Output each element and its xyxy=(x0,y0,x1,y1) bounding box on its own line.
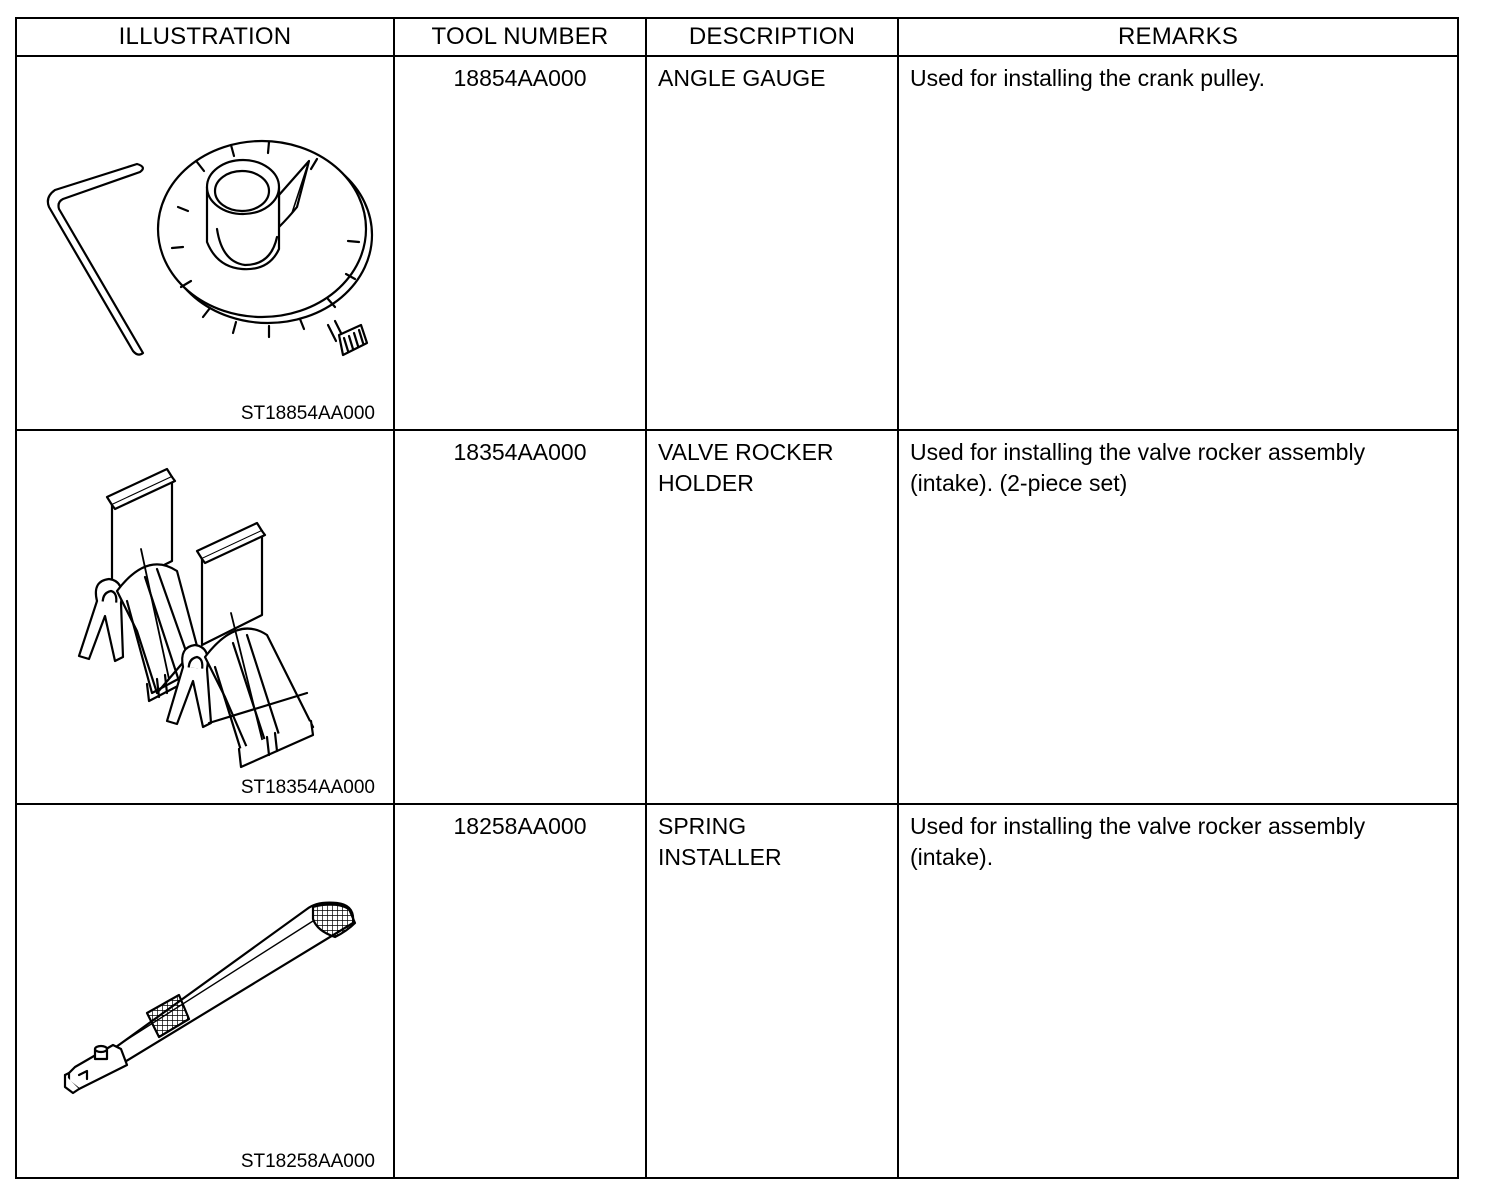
valve-rocker-holder-drawing xyxy=(17,431,395,797)
header-description: DESCRIPTION xyxy=(646,18,898,56)
angle-gauge-drawing xyxy=(17,57,395,423)
tool-number-cell: 18854AA000 xyxy=(394,56,646,430)
tool-number-cell: 18258AA000 xyxy=(394,804,646,1178)
header-row xyxy=(16,18,1458,56)
illustration-cell xyxy=(16,56,394,430)
description-cell: ANGLE GAUGE xyxy=(646,56,898,430)
spring-installer-drawing xyxy=(17,805,395,1171)
table-row xyxy=(16,56,1458,430)
remarks-cell: Used for installing the valve rocker assembly (intake). (2-piece set) xyxy=(898,430,1458,804)
header-remarks: REMARKS xyxy=(898,18,1458,56)
illustration-cell xyxy=(16,804,394,1178)
illustration-cell xyxy=(16,430,394,804)
remarks-cell: Used for installing the valve rocker assembly (intake). xyxy=(898,804,1458,1178)
description-cell: SPRING INSTALLER xyxy=(646,804,898,1178)
illustration-code: ST18854AA000 xyxy=(240,403,375,424)
description-cell: VALVE ROCKER HOLDER xyxy=(646,430,898,804)
tool-number-cell: 18354AA000 xyxy=(394,430,646,804)
remarks-cell: Used for installing the crank pulley. xyxy=(898,56,1458,430)
table-row xyxy=(16,804,1458,1178)
table-row xyxy=(16,430,1458,804)
header-illustration: ILLUSTRATION xyxy=(16,18,394,56)
special-tools-table xyxy=(15,17,1459,1179)
header-tool-number: TOOL NUMBER xyxy=(394,18,646,56)
illustration-code: ST18258AA000 xyxy=(240,1151,375,1172)
illustration-code: ST18354AA000 xyxy=(240,777,375,798)
